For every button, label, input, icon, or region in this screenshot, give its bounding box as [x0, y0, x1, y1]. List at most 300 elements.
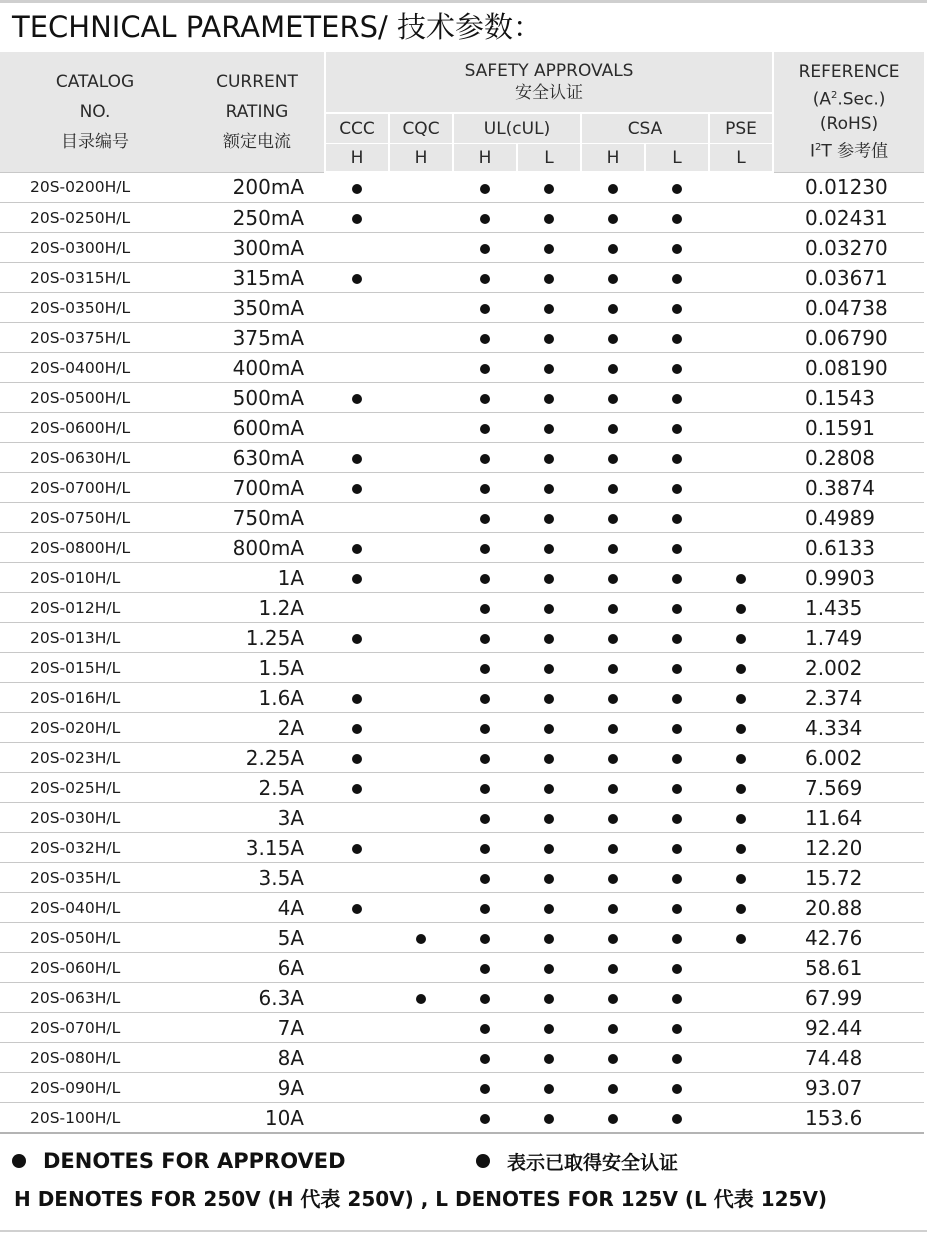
current-cell: 1A [190, 563, 325, 593]
reference-cell: 1.435 [773, 593, 924, 623]
approval-cell [709, 1043, 773, 1073]
approval-cell [709, 323, 773, 353]
catalog-cell: 20S-0700H/L [0, 473, 190, 503]
approval-cell [581, 743, 645, 773]
approved-dot-icon [672, 1114, 682, 1124]
approval-cell [517, 893, 581, 923]
approval-cell [581, 593, 645, 623]
approved-dot-icon [480, 514, 490, 524]
approved-dot-icon [672, 784, 682, 794]
standard-csa-header: CSA [581, 113, 709, 144]
approval-cell [389, 443, 453, 473]
approval-cell [709, 353, 773, 383]
approval-cell [517, 983, 581, 1013]
approval-cell [709, 983, 773, 1013]
approved-dot-icon [352, 544, 362, 554]
table-row [0, 1073, 924, 1103]
approved-dot-icon [608, 754, 618, 764]
approval-cell [581, 713, 645, 743]
approval-cell [645, 533, 709, 563]
catalog-cell: 20S-013H/L [0, 623, 190, 653]
approval-cell [389, 293, 453, 323]
approval-cell [645, 203, 709, 233]
reference-cell: 0.03270 [773, 233, 924, 263]
bottom-rule [0, 1230, 927, 1232]
catalog-cell: 20S-020H/L [0, 713, 190, 743]
approved-dot-icon [544, 754, 554, 764]
table-row [0, 863, 924, 893]
approval-cell [389, 833, 453, 863]
approval-cell [325, 203, 389, 233]
catalog-cell: 20S-090H/L [0, 1073, 190, 1103]
catalog-cell: 20S-025H/L [0, 773, 190, 803]
current-cell: 1.5A [190, 653, 325, 683]
approval-cell [581, 533, 645, 563]
approval-cell [517, 323, 581, 353]
catalog-cell: 20S-050H/L [0, 923, 190, 953]
approved-dot-icon [608, 1084, 618, 1094]
approval-cell [453, 263, 517, 293]
approved-dot-icon [672, 694, 682, 704]
table-row [0, 593, 924, 623]
approved-dot-icon [736, 784, 746, 794]
approval-cell [581, 1073, 645, 1103]
reference-line2-pre: (A [812, 89, 831, 110]
approval-cell [453, 683, 517, 713]
approval-cell [453, 293, 517, 323]
approved-dot-icon [672, 394, 682, 404]
current-header-line2: RATING [225, 101, 289, 122]
approval-cell [325, 383, 389, 413]
approval-cell [581, 293, 645, 323]
current-cell: 6.3A [190, 983, 325, 1013]
approval-cell [389, 503, 453, 533]
approval-cell [389, 1103, 453, 1134]
approval-cell [325, 1103, 389, 1134]
approval-cell [325, 863, 389, 893]
approval-cell [645, 1103, 709, 1134]
approval-cell [325, 172, 389, 203]
approval-cell [709, 683, 773, 713]
reference-cell: 0.01230 [773, 172, 924, 203]
approved-dot-icon [544, 784, 554, 794]
approved-dot-icon [608, 244, 618, 254]
approval-cell [453, 443, 517, 473]
approved-dot-icon [672, 304, 682, 314]
catalog-header-line2: NO. [79, 101, 111, 122]
reference-cell: 0.03671 [773, 263, 924, 293]
approved-dot-icon [672, 1084, 682, 1094]
approved-dot-icon [480, 454, 490, 464]
approval-cell [517, 863, 581, 893]
table-row [0, 323, 924, 353]
current-cell: 750mA [190, 503, 325, 533]
approval-cell [645, 803, 709, 833]
approval-cell [453, 323, 517, 353]
approved-dot-icon [352, 844, 362, 854]
approval-cell [581, 563, 645, 593]
catalog-header-line3: 目录编号 [61, 131, 129, 152]
approval-cell [645, 353, 709, 383]
approval-cell [453, 833, 517, 863]
approval-cell [325, 743, 389, 773]
approval-cell [709, 383, 773, 413]
approval-cell [517, 653, 581, 683]
approved-dot-icon [480, 874, 490, 884]
current-cell: 315mA [190, 263, 325, 293]
approved-dot-icon [608, 274, 618, 284]
approval-cell [581, 833, 645, 863]
approval-cell [325, 623, 389, 653]
catalog-cell: 20S-016H/L [0, 683, 190, 713]
approval-cell [709, 1013, 773, 1043]
approval-cell [709, 443, 773, 473]
approved-dot-icon [672, 664, 682, 674]
approved-dot-icon [736, 724, 746, 734]
catalog-cell: 20S-012H/L [0, 593, 190, 623]
approval-cell [581, 263, 645, 293]
reference-header-line1: REFERENCE [798, 62, 900, 83]
approved-dot-icon [608, 484, 618, 494]
approval-cell [325, 473, 389, 503]
voltage-header: H [453, 144, 517, 173]
reference-cell: 0.9903 [773, 563, 924, 593]
reference-cell: 7.569 [773, 773, 924, 803]
table-row [0, 503, 924, 533]
reference-line4-pre: I [809, 141, 815, 162]
approved-dot-icon [672, 334, 682, 344]
approval-cell [645, 683, 709, 713]
approved-dot-icon [480, 274, 490, 284]
reference-cell: 0.06790 [773, 323, 924, 353]
approved-dot-icon [672, 184, 682, 194]
table-row [0, 833, 924, 863]
safety-approvals-header [325, 52, 773, 113]
technical-parameters-table-wrapper [0, 52, 924, 1134]
approved-dot-icon [736, 694, 746, 704]
approval-cell [453, 773, 517, 803]
approval-cell [325, 713, 389, 743]
approval-cell [709, 293, 773, 323]
reference-line2-post: .Sec.) [837, 89, 886, 110]
approved-dot-icon [672, 484, 682, 494]
approved-dot-icon [480, 994, 490, 1004]
approval-cell [645, 923, 709, 953]
approval-cell [517, 443, 581, 473]
voltage-header: H [389, 144, 453, 173]
approved-dot-icon [608, 1114, 618, 1124]
approved-dot-icon [544, 1114, 554, 1124]
reference-cell: 12.20 [773, 833, 924, 863]
standard-pse-header: PSE [709, 113, 773, 144]
approval-cell [581, 773, 645, 803]
approved-dot-icon [480, 214, 490, 224]
approval-cell [709, 563, 773, 593]
approval-cell [325, 503, 389, 533]
approved-dot-icon [672, 754, 682, 764]
approved-dot-icon [608, 874, 618, 884]
approval-cell [517, 953, 581, 983]
approval-cell [709, 263, 773, 293]
approved-dot-icon [352, 394, 362, 404]
approved-dot-icon [672, 514, 682, 524]
catalog-cell: 20S-023H/L [0, 743, 190, 773]
approval-cell [581, 1013, 645, 1043]
reference-cell: 15.72 [773, 863, 924, 893]
approval-cell [389, 172, 453, 203]
approved-dot-icon [736, 664, 746, 674]
approved-dot-icon [672, 424, 682, 434]
approval-cell [645, 713, 709, 743]
approval-cell [709, 623, 773, 653]
approved-dot-icon [608, 784, 618, 794]
approved-dot-icon [480, 694, 490, 704]
approval-cell [325, 563, 389, 593]
current-cell: 350mA [190, 293, 325, 323]
approved-dot-icon [608, 994, 618, 1004]
approved-dot-icon [672, 454, 682, 464]
current-cell: 700mA [190, 473, 325, 503]
table-row [0, 443, 924, 473]
approved-dot-icon [672, 634, 682, 644]
reference-cell: 0.04738 [773, 293, 924, 323]
approval-cell [709, 413, 773, 443]
current-cell: 1.25A [190, 623, 325, 653]
approval-cell [581, 983, 645, 1013]
reference-header [773, 52, 924, 172]
approval-cell [709, 203, 773, 233]
table-row [0, 533, 924, 563]
approved-dot-icon [544, 1054, 554, 1064]
approval-cell [709, 833, 773, 863]
current-cell: 6A [190, 953, 325, 983]
approved-dot-icon [416, 934, 426, 944]
approval-cell [645, 443, 709, 473]
reference-cell: 93.07 [773, 1073, 924, 1103]
approved-dot-icon [672, 544, 682, 554]
legend-voltage [0, 1184, 927, 1214]
approved-dot-icon [544, 514, 554, 524]
approval-cell [389, 623, 453, 653]
approved-dot-icon [544, 844, 554, 854]
approval-cell [325, 893, 389, 923]
approval-cell [581, 172, 645, 203]
approved-dot-icon [544, 814, 554, 824]
approval-cell [453, 863, 517, 893]
current-cell: 400mA [190, 353, 325, 383]
approval-cell [325, 293, 389, 323]
approved-dot-icon [480, 934, 490, 944]
approved-dot-icon [608, 364, 618, 374]
approved-dot-icon [544, 394, 554, 404]
approval-cell [453, 743, 517, 773]
approval-cell [453, 533, 517, 563]
approval-cell [709, 233, 773, 263]
approved-dot-icon [736, 634, 746, 644]
approved-dot-icon [672, 934, 682, 944]
approved-dot-icon [416, 994, 426, 1004]
approval-cell [325, 323, 389, 353]
current-cell: 4A [190, 893, 325, 923]
reference-cell: 42.76 [773, 923, 924, 953]
approval-cell [325, 1013, 389, 1043]
table-row [0, 473, 924, 503]
approved-dot-icon [608, 304, 618, 314]
approval-cell [709, 1103, 773, 1134]
approved-dot-icon [480, 844, 490, 854]
safety-header-en: SAFETY APPROVALS [464, 61, 634, 81]
reference-cell: 58.61 [773, 953, 924, 983]
approval-cell [645, 413, 709, 443]
catalog-cell: 20S-032H/L [0, 833, 190, 863]
reference-header-line2 [774, 84, 924, 112]
approved-dot-icon [544, 874, 554, 884]
approval-cell [645, 593, 709, 623]
catalog-cell: 20S-070H/L [0, 1013, 190, 1043]
approval-cell [453, 172, 517, 203]
approved-dot-icon [608, 1024, 618, 1034]
current-header-line1: CURRENT [216, 71, 298, 92]
catalog-cell: 20S-060H/L [0, 953, 190, 983]
approval-cell [389, 413, 453, 443]
approval-cell [645, 323, 709, 353]
approved-dot-icon [672, 844, 682, 854]
approval-cell [453, 593, 517, 623]
approved-dot-icon [352, 274, 362, 284]
approved-dot-icon [544, 634, 554, 644]
approved-dot-icon [544, 934, 554, 944]
approval-cell [581, 503, 645, 533]
approval-cell [517, 713, 581, 743]
approval-cell [453, 1103, 517, 1134]
approved-dot-icon [672, 1054, 682, 1064]
approval-cell [325, 683, 389, 713]
approval-cell [453, 983, 517, 1013]
approval-cell [709, 893, 773, 923]
approved-dot-icon [672, 1024, 682, 1034]
approved-dot-icon [480, 364, 490, 374]
approval-cell [453, 623, 517, 653]
reference-cell: 0.08190 [773, 353, 924, 383]
approval-cell [453, 473, 517, 503]
approval-cell [517, 923, 581, 953]
approval-cell [709, 593, 773, 623]
approval-cell [517, 773, 581, 803]
catalog-cell: 20S-040H/L [0, 893, 190, 923]
approved-dot-icon [480, 574, 490, 584]
approved-dot-icon [672, 964, 682, 974]
current-cell: 375mA [190, 323, 325, 353]
approval-cell [645, 833, 709, 863]
approval-cell [645, 233, 709, 263]
table-row [0, 713, 924, 743]
approval-cell [645, 653, 709, 683]
approved-dot-icon [352, 754, 362, 764]
current-header [190, 52, 325, 172]
catalog-header-line1: CATALOG [55, 71, 135, 92]
current-cell: 3.5A [190, 863, 325, 893]
approval-cell [325, 353, 389, 383]
approval-cell [581, 683, 645, 713]
approved-dot-icon [480, 784, 490, 794]
table-header [0, 52, 924, 172]
catalog-cell: 20S-015H/L [0, 653, 190, 683]
approved-dot-icon [544, 334, 554, 344]
approval-cell [389, 1073, 453, 1103]
catalog-cell: 20S-035H/L [0, 863, 190, 893]
approved-dot-icon [608, 454, 618, 464]
approved-dot-icon [736, 874, 746, 884]
approved-dot-icon [736, 934, 746, 944]
approved-dot-icon [544, 604, 554, 614]
current-cell: 7A [190, 1013, 325, 1043]
catalog-cell: 20S-100H/L [0, 1103, 190, 1134]
approval-cell [389, 683, 453, 713]
approved-dot-icon [352, 214, 362, 224]
approved-dot-icon [480, 1114, 490, 1124]
approved-dot-icon [480, 184, 490, 194]
approval-cell [581, 953, 645, 983]
approval-cell [709, 1073, 773, 1103]
catalog-cell: 20S-0350H/L [0, 293, 190, 323]
approval-cell [517, 233, 581, 263]
approval-cell [645, 1013, 709, 1043]
table-row [0, 803, 924, 833]
approval-cell [709, 923, 773, 953]
legend-voltage-text: H DENOTES FOR 250V (H 代表 250V) , L DENOTES FOR 125V (L 代表 125V) [14, 1187, 828, 1211]
approved-dot-icon [544, 724, 554, 734]
current-cell: 1.6A [190, 683, 325, 713]
catalog-cell: 20S-0630H/L [0, 443, 190, 473]
approved-dot-icon [480, 424, 490, 434]
legend-approved-en-text: DENOTES FOR APPROVED [43, 1149, 346, 1173]
approved-dot-icon [608, 334, 618, 344]
table-row [0, 293, 924, 323]
reference-cell: 6.002 [773, 743, 924, 773]
approval-cell [389, 383, 453, 413]
approval-cell [517, 1013, 581, 1043]
approval-cell [453, 563, 517, 593]
approved-dot-icon [544, 424, 554, 434]
approval-cell [645, 1073, 709, 1103]
approval-cell [645, 503, 709, 533]
approval-cell [517, 563, 581, 593]
current-cell: 3A [190, 803, 325, 833]
approval-cell [645, 983, 709, 1013]
legend-approved-en [12, 1146, 346, 1176]
approved-dot-icon [480, 634, 490, 644]
reference-cell: 2.002 [773, 653, 924, 683]
approved-dot-icon [736, 754, 746, 764]
approval-cell [645, 893, 709, 923]
approved-dot-icon [544, 994, 554, 1004]
approved-dot-icon [608, 664, 618, 674]
approved-dot-icon [608, 514, 618, 524]
approval-cell [709, 503, 773, 533]
table-row [0, 353, 924, 383]
approved-dot-icon [480, 604, 490, 614]
approval-cell [389, 803, 453, 833]
approval-cell [389, 893, 453, 923]
approved-dot-icon [480, 814, 490, 824]
current-cell: 250mA [190, 203, 325, 233]
reference-line4-sup: 2 [814, 141, 822, 153]
approved-dot-icon [544, 904, 554, 914]
approval-cell [325, 983, 389, 1013]
approval-cell [389, 923, 453, 953]
approved-dot-icon [476, 1154, 490, 1168]
approved-dot-icon [608, 184, 618, 194]
